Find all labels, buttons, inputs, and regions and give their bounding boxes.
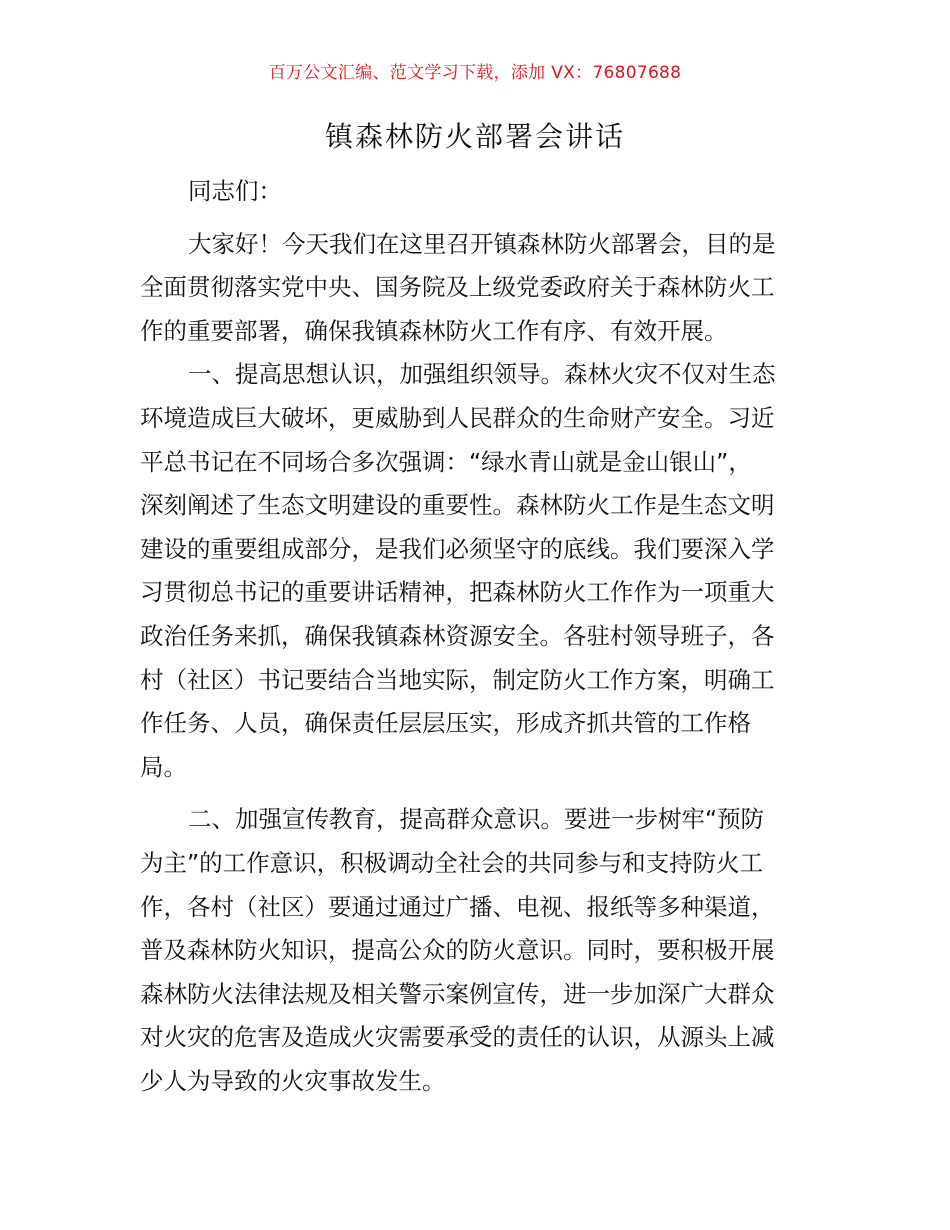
text-line: 大家好！今天我们在这里召开镇森林防火部署会，目的是 — [188, 229, 776, 258]
text-line: 作任务、人员，确保责任层层压实，形成齐抓共管的工作格 — [140, 709, 751, 738]
paragraph-section-2 — [140, 798, 820, 1103]
salutation — [140, 170, 820, 214]
text-line: 二、加强宣传教育，提高群众意识。要进一步树牢“预防 — [188, 805, 765, 834]
text-line: 少人为导致的火灾事故发生。 — [140, 1066, 446, 1095]
text-line: 一、提高思想认识，加强组织领导。森林火灾不仅对生态 — [188, 360, 776, 389]
watermark-header: 百万公文汇编、范文学习下载，添加 VX：76807688 — [268, 63, 682, 83]
text-line: 建设的重要组成部分，是我们必须坚守的底线。我们要深入学 — [140, 534, 775, 563]
text-line: 森林防火法律法规及相关警示案例宣传，进一步加深广大群众 — [140, 979, 775, 1008]
salutation-line: 同志们： — [188, 177, 282, 205]
text-line: 习贯彻总书记的重要讲话精神，把森林防火工作作为一项重大 — [140, 578, 775, 607]
paragraph-section-1 — [140, 353, 820, 789]
text-line: 普及森林防火知识，提高公众的防火意识。同时，要积极开展 — [140, 936, 775, 965]
text-line: 局。 — [140, 752, 187, 781]
document-body — [140, 170, 820, 1103]
text-line: 全面贯彻落实党中央、国务院及上级党委政府关于森林防火工 — [140, 273, 775, 302]
text-line: 村（社区）书记要结合当地实际，制定防火工作方案，明确工 — [140, 665, 775, 694]
text-line: 环境造成巨大破坏，更威胁到人民群众的生命财产安全。习近 — [140, 403, 775, 432]
paragraph-opening — [140, 223, 820, 354]
document-title: 镇森林防火部署会讲话 — [324, 120, 625, 153]
text-line: 平总书记在不同场合多次强调：“绿水青山就是金山银山”， — [140, 447, 752, 476]
text-line: 政治任务来抓，确保我镇森林资源安全。各驻村领导班子，各 — [140, 621, 775, 650]
text-line: 作，各村（社区）要通过通过广播、电视、报纸等多种渠道， — [140, 892, 775, 921]
text-line: 深刻阐述了生态文明建设的重要性。森林防火工作是生态文明 — [140, 491, 775, 520]
text-line: 为主”的工作意识，积极调动全社会的共同参与和支持防火工 — [140, 848, 764, 877]
text-line: 作的重要部署，确保我镇森林防火工作有序、有效开展。 — [140, 316, 728, 345]
text-line: 对火灾的危害及造成火灾需要承受的责任的认识，从源头上减 — [140, 1023, 775, 1052]
